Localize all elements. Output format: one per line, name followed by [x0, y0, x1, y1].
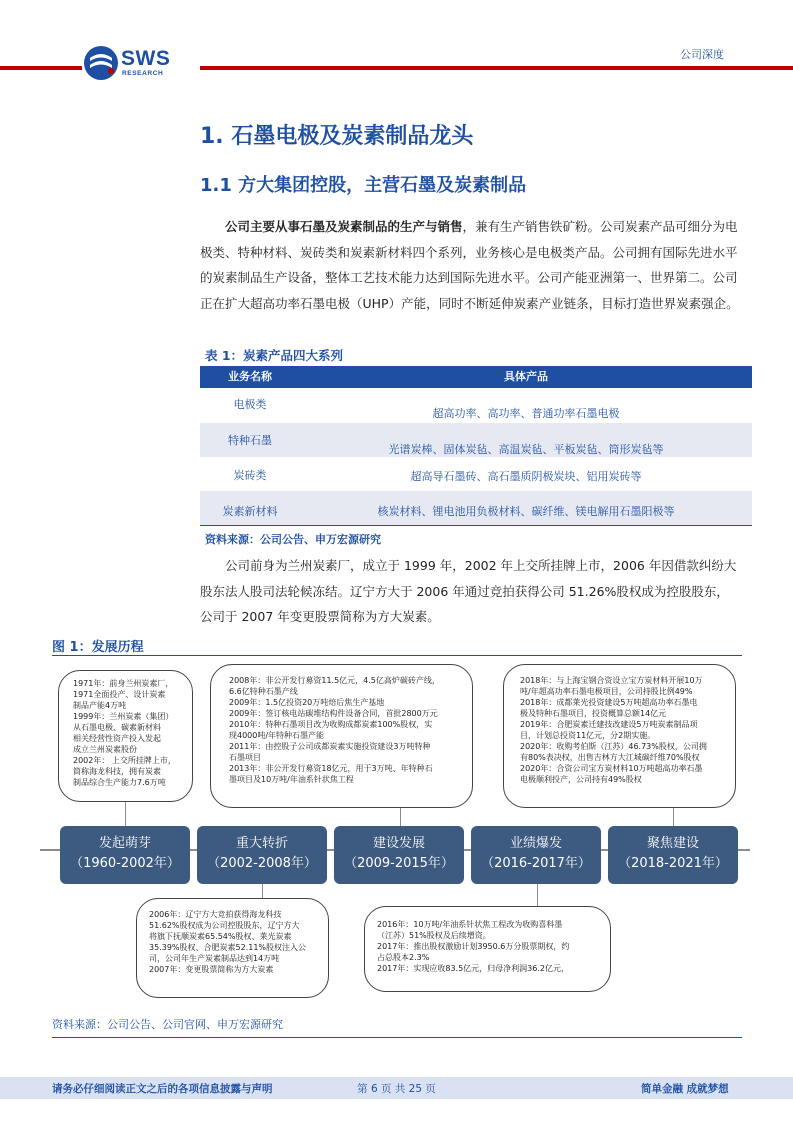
table-row [200, 457, 752, 491]
footer-page-number: 第 6 页 共 25 页 [357, 1083, 436, 1095]
connector-line [537, 884, 538, 906]
milestone-line: 相关经营性资产投入发起 [73, 734, 161, 743]
table-cell-products: 光谱炭棒、固体炭毡、高温炭毡、平板炭毡、筒形炭毡等 [388, 443, 664, 456]
milestone-box-2002-2008 [136, 898, 329, 998]
phase-years: （2009-2015年） [344, 856, 454, 871]
milestone-line: 2018年：成都莱光投资建设5万吨超高功率石墨电 [520, 698, 698, 707]
table-cell-products: 超高导石墨砖、高石墨质阴极炭块、铝用炭砖等 [410, 470, 642, 483]
milestone-line: 2019年：合肥炭素迁建技改建设5万吨炭素制品项 [520, 720, 698, 729]
milestone-line: 现4000吨/年特种石墨产能 [229, 731, 325, 740]
phase-years: （1960-2002年） [70, 856, 180, 871]
table-bottom-rule [200, 525, 752, 526]
phase-years: （2016-2017年） [481, 856, 591, 871]
logo-text: SWS [121, 47, 171, 70]
table-row [200, 423, 752, 457]
milestone-line: 制品综合生产能力7.6万吨 [73, 778, 166, 787]
milestone-line: 简称海龙科技，拥有炭素 [73, 767, 161, 776]
milestone-line: 墨项目及10万吨/年油系针状焦工程 [229, 775, 354, 784]
phase-block-5 [608, 826, 738, 884]
milestone-line: 2010年：特种石墨项目改为收购成都炭素100%股权，实 [229, 720, 433, 729]
logo-subtext: RESEARCH [122, 70, 164, 77]
phase-years: （2002-2008年） [207, 856, 317, 871]
milestone-line: 成立兰州炭素股份 [73, 745, 137, 754]
intro-paragraph [200, 214, 740, 316]
milestone-line: 2020年：合资公司宝方炭材料10万吨超高功率石墨 [520, 764, 703, 773]
table-row [200, 389, 752, 423]
milestone-line: 2006年：辽宁方大竞拍获得海龙科技 [149, 910, 282, 919]
phase-title: 业绩爆发 [509, 836, 562, 851]
milestone-line: 从石墨电极、碳素新材料 [73, 723, 161, 732]
milestone-line: 1971全面投产、设计炭素 [73, 690, 166, 699]
table-row [200, 491, 752, 525]
section-title: 1. 石墨电极及炭素制品龙头 [200, 124, 474, 149]
subsection-title: 1.1 方大集团控股，主营石墨及炭素制品 [200, 175, 527, 196]
table-cell-name: 电极类 [233, 398, 267, 411]
milestone-line: 35.39%股权、合肥炭素52.11%股权注入公 [149, 943, 307, 952]
report-type: 公司深度 [680, 48, 724, 61]
milestone-box-2016-2017 [364, 906, 611, 992]
phase-title: 聚焦建设 [646, 836, 699, 851]
phase-years: （2018-2021年） [618, 856, 728, 871]
figure-caption: 图 1：发展历程 [52, 640, 144, 655]
milestone-line: 2017年：实现应收83.5亿元，归母净利润36.2亿元， [377, 964, 569, 973]
milestone-line: （江苏）51%股权及后续增资。 [377, 931, 491, 940]
table-header [200, 366, 752, 388]
phase-title: 发起萌芽 [98, 836, 151, 851]
phase-block-1 [60, 826, 190, 884]
footer-disclaimer: 请务必仔细阅读正文之后的各项信息披露与声明 [52, 1083, 273, 1095]
milestone-line: 2013年：非公开发行募资18亿元，用于3万吨、年特种石 [229, 764, 433, 773]
milestone-line: 极及特种石墨项目，投资概算总额14亿元 [520, 709, 667, 718]
header-rule-left [0, 66, 82, 70]
milestone-line: 占总股本2.3% [377, 953, 430, 962]
table-cell-name: 炭素新材料 [222, 505, 278, 518]
milestone-box-2018-2021 [503, 664, 736, 808]
milestone-line: 2011年：由控股子公司成都炭素实施投资建设3万吨特种 [229, 742, 431, 751]
intro-rest: ，兼有生产销售铁矿粉。公司炭素产品可细分为电极类、特种材料、炭砖类和炭素新材料四个系列，业务核心是电极类产品。公司拥有国际先进水平的炭素制品生产设备，整体工艺技术能力达到国际先进水平。公司产能亚洲第一、世界第二。公司正在扩大超高功率石墨电极（UHP）产能，同时不断延伸炭素产业链条，目标打造世界炭素强企。 [200, 219, 739, 311]
figure-bottom-rule [52, 1037, 742, 1038]
connector-line [400, 808, 401, 826]
history-paragraph: 公司前身为兰州炭素厂，成立于 1999 年，2002 年上交所挂牌上市，2006 年因借款纠纷大股东法人股司法轮候冻结。辽宁方大于 2006 年通过竞拍获得公司 51.26%股权成为控股股东，公司于 2007 年变更股票简称为方大炭素。 [200, 558, 737, 624]
milestone-line: 司，公司年生产炭素制品达到14万吨 [149, 954, 280, 963]
table-cell-products: 核炭材料、锂电池用负极材料、碳纤维、镁电解用石墨阳极等 [377, 505, 675, 518]
milestone-line: 2008年：非公开发行募资11.5亿元，4.5亿高炉碳砖产线， [229, 676, 440, 685]
table-cell-name: 特种石墨 [228, 434, 272, 447]
footer-slogan: 简单金融 成就梦想 [641, 1083, 729, 1095]
table-cell-products: 超高功率、高功率、普通功率石墨电极 [432, 407, 620, 420]
milestone-line: 将旗下抚顺炭素65.54%股权、莱光炭素 [149, 932, 292, 941]
figure-source: 资料来源：公司公告、公司官网、申万宏源研究 [52, 1018, 283, 1031]
phase-block-3 [334, 826, 464, 884]
milestone-line: 制品产能4万吨 [73, 701, 127, 710]
table-caption: 表 1：炭素产品四大系列 [205, 348, 344, 363]
intro-bold: 公司主要从事石墨及炭素制品的生产与销售 [225, 219, 463, 234]
connector-line [125, 802, 126, 826]
connector-line [673, 808, 674, 826]
milestone-line: 2020年：收购考伯斯（江苏）46.73%股权，公司拥 [520, 742, 707, 751]
milestone-line: 2018年：与上海宝钢合资设立宝方炭材料开展10万 [520, 676, 703, 685]
milestone-line: 1999年：兰州炭素（集团） [73, 712, 174, 721]
figure-top-rule [52, 655, 742, 656]
milestone-line: 电极顺利投产，公司持有49%股权 [520, 775, 642, 784]
milestone-line: 石墨项目 [229, 753, 261, 762]
milestone-line: 2007年：变更股票简称为方大炭素 [149, 965, 274, 974]
table-header-products: 具体产品 [504, 370, 548, 383]
table-source: 资料来源：公司公告、申万宏源研究 [205, 533, 381, 546]
milestone-box-2009-2015 [210, 664, 473, 808]
phase-block-2 [197, 826, 327, 884]
milestone-box-1960-2002 [58, 670, 193, 802]
milestone-line: 1971年：前身兰州炭素厂， [73, 679, 174, 688]
milestone-line: 2016年：10万吨/年油系针状焦工程改为收购喜科墨 [377, 920, 563, 929]
milestone-line: 目，计划总投资11亿元，分2期实施。 [520, 731, 656, 740]
connector-line [262, 884, 263, 898]
milestone-line: 吨/年超高功率石墨电极项目，公司持股比例49% [520, 687, 693, 696]
sws-logo-icon [82, 44, 122, 82]
table-header-name: 业务名称 [228, 370, 272, 383]
milestone-line: 2009年：签订核电站碳堆结构件设备合同，首批2800万元 [229, 709, 438, 718]
milestone-line: 2002年： 上交所挂牌上市， [73, 756, 176, 765]
header-rule-right [200, 66, 793, 70]
milestone-line: 2009年：1.5亿投资20万吨焙后焦生产基地 [229, 698, 385, 707]
milestone-line: 有80%表决权，出售吉林方大江城碳纤维70%股权 [520, 753, 700, 762]
phase-block-4 [471, 826, 601, 884]
milestone-line: 51.62%股权成为公司控股股东，辽宁方大 [149, 921, 300, 930]
phase-title: 建设发展 [372, 836, 425, 851]
table-cell-name: 炭砖类 [233, 469, 267, 482]
milestone-line: 6.6亿特种石墨产线 [229, 687, 298, 696]
milestone-line: 2017年：推出股权激励计划3950.6万分股票期权，约 [377, 942, 570, 951]
phase-title: 重大转折 [235, 836, 288, 851]
